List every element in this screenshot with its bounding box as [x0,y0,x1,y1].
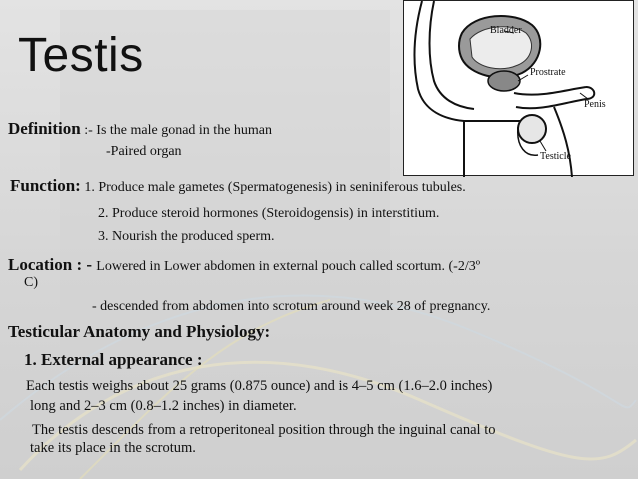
definition-text: :- Is the male gonad in the human [84,123,273,138]
bladder-label: Bladder [490,25,522,36]
location-line2: - descended from abdomen into scrotum around week 28 of pregnancy. [92,299,491,314]
location-row [8,256,480,275]
prostrate-label: Prostrate [530,67,566,78]
definition-line2: -Paired organ [106,144,182,159]
location-text-cont: C) [24,275,38,290]
anatomy-para2-line2: take its place in the scrotum. [30,440,196,456]
function-item-3: 3. Nourish the produced sperm. [98,229,275,244]
anatomy-heading: Testicular Anatomy and Physiology: [8,322,271,341]
anatomy-para1-line2: long and 2–3 cm (0.8–1.2 inches) in diameter. [30,398,297,414]
function-item-1: 1. Produce male gametes (Spermatogenesis) in seniniferous tubules. [84,180,466,195]
definition-label: Definition [8,119,81,138]
location-label: Location : - [8,255,97,274]
function-row [10,177,466,196]
definition-row [8,120,272,139]
testicle-label: Testicle [540,151,571,162]
anatomy-para2-line1: The testis descends from a retroperitoneal position through the inguinal canal to [32,422,496,438]
slide-title: Testis [18,29,144,82]
penis-label: Penis [584,99,606,110]
external-appearance-heading: 1. External appearance : [24,350,203,369]
function-item-2: 2. Produce steroid hormones (Steroidogensis) in interstitium. [98,206,440,221]
function-label: Function: [10,176,81,195]
anatomy-para1-line1: Each testis weighs about 25 grams (0.875 ounce) and is 4–5 cm (1.6–2.0 inches) [26,378,493,394]
location-text: Lowered in Lower abdomen in external pouch called scortum. (-2/3º [96,259,481,274]
reproductive-anatomy-diagram [403,0,634,176]
